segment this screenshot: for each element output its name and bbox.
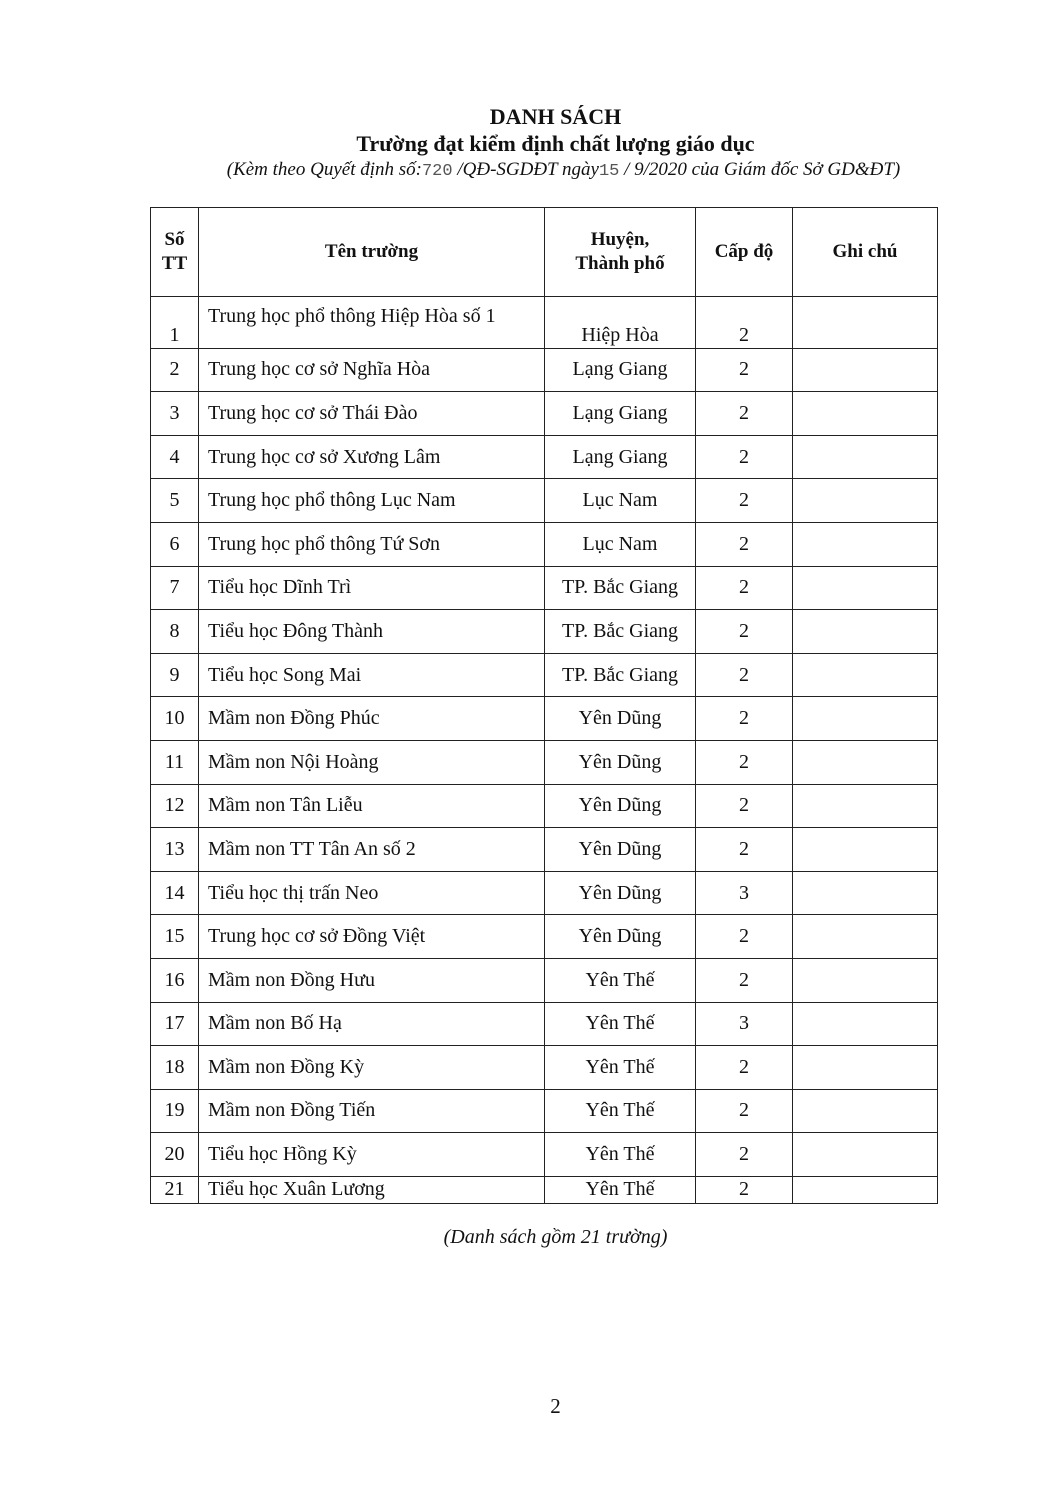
quality-level: 2	[696, 610, 793, 654]
quality-level: 2	[696, 522, 793, 566]
quality-level: 2	[696, 915, 793, 959]
document-title: DANH SÁCH	[489, 104, 622, 129]
note-cell	[793, 297, 938, 349]
table-header-row	[151, 208, 938, 297]
note-cell	[793, 653, 938, 697]
note-cell	[793, 1133, 938, 1177]
quality-level: 3	[696, 871, 793, 915]
subtitle-part2: /QĐ-SGDĐT ngày	[457, 159, 599, 180]
school-name: Mầm non TT Tân An số 2	[199, 828, 545, 872]
row-number: 14	[151, 871, 199, 915]
school-name: Tiểu học Xuân Lương	[199, 1176, 545, 1203]
district-name: Lục Nam	[545, 522, 696, 566]
subtitle-part1: (Kèm theo Quyết định số:	[226, 159, 422, 180]
quality-level: 2	[696, 348, 793, 392]
table-row	[151, 522, 938, 566]
row-number: 11	[151, 740, 199, 784]
school-name: Tiểu học Dĩnh Trì	[199, 566, 545, 610]
footer-note: (Danh sách gồm 21 trường)	[443, 1226, 668, 1248]
note-cell	[793, 392, 938, 436]
note-cell	[793, 479, 938, 523]
note-cell	[793, 435, 938, 479]
quality-level: 2	[696, 784, 793, 828]
school-name: Mầm non Đồng Phúc	[199, 697, 545, 741]
quality-level: 2	[696, 1176, 793, 1203]
table-body	[151, 297, 938, 1204]
quality-level: 2	[696, 958, 793, 1002]
table-row	[151, 653, 938, 697]
table-row	[151, 784, 938, 828]
district-name: Yên Thế	[545, 958, 696, 1002]
quality-level: 2	[696, 435, 793, 479]
note-cell	[793, 871, 938, 915]
district-name: Yên Thế	[545, 1089, 696, 1133]
district-name: Lục Nam	[545, 479, 696, 523]
header-district-line1: Huyện,	[590, 229, 650, 250]
header-district-line2: Thành phố	[575, 253, 665, 274]
school-name: Trung học phổ thông Hiệp Hòa số 1	[199, 297, 545, 349]
row-number: 19	[151, 1089, 199, 1133]
note-cell	[793, 915, 938, 959]
quality-level: 2	[696, 828, 793, 872]
note-cell	[793, 522, 938, 566]
header-district	[545, 208, 696, 297]
quality-level: 2	[696, 1046, 793, 1090]
school-name: Trung học cơ sở Xương Lâm	[199, 435, 545, 479]
table-row	[151, 1089, 938, 1133]
school-name: Trung học cơ sở Nghĩa Hòa	[199, 348, 545, 392]
document-heading: Trường đạt kiểm định chất lượng giáo dục	[356, 131, 755, 156]
school-table	[150, 207, 938, 1204]
table-row	[151, 915, 938, 959]
table-row	[151, 566, 938, 610]
quality-level: 2	[696, 566, 793, 610]
school-name: Trung học phổ thông Lục Nam	[199, 479, 545, 523]
district-name: Lạng Giang	[545, 348, 696, 392]
district-name: Yên Thế	[545, 1046, 696, 1090]
table-row	[151, 1133, 938, 1177]
school-name: Tiểu học Hồng Kỳ	[199, 1133, 545, 1177]
district-name: Hiệp Hòa	[545, 297, 696, 349]
header-level: Cấp độ	[696, 208, 793, 297]
quality-level: 3	[696, 1002, 793, 1046]
row-number: 9	[151, 653, 199, 697]
note-cell	[793, 1089, 938, 1133]
school-name: Tiểu học Song Mai	[199, 653, 545, 697]
table-row	[151, 1176, 938, 1203]
table-row	[151, 740, 938, 784]
quality-level: 2	[696, 740, 793, 784]
header-stt	[151, 208, 199, 297]
school-name: Trung học phổ thông Tứ Sơn	[199, 522, 545, 566]
table-row	[151, 297, 938, 349]
quality-level: 2	[696, 479, 793, 523]
row-number: 17	[151, 1002, 199, 1046]
district-name: Yên Dũng	[545, 828, 696, 872]
district-name: Yên Dũng	[545, 697, 696, 741]
table-row	[151, 1046, 938, 1090]
district-name: Yên Dũng	[545, 915, 696, 959]
decision-number: 720	[421, 162, 453, 181]
document-subtitle	[0, 158, 1061, 184]
note-cell	[793, 348, 938, 392]
page-number: 2	[550, 1394, 561, 1418]
table-row	[151, 958, 938, 1002]
row-number: 2	[151, 348, 199, 392]
district-name: Yên Dũng	[545, 740, 696, 784]
district-name: TP. Bắc Giang	[545, 610, 696, 654]
note-cell	[793, 1176, 938, 1203]
row-number: 7	[151, 566, 199, 610]
table-row	[151, 828, 938, 872]
table-row	[151, 479, 938, 523]
note-cell	[793, 1046, 938, 1090]
note-cell	[793, 566, 938, 610]
table-row	[151, 435, 938, 479]
note-cell	[793, 1002, 938, 1046]
note-cell	[793, 958, 938, 1002]
note-cell	[793, 828, 938, 872]
school-name: Mầm non Tân Liễu	[199, 784, 545, 828]
school-name: Tiểu học thị trấn Neo	[199, 871, 545, 915]
district-name: Lạng Giang	[545, 392, 696, 436]
quality-level: 2	[696, 392, 793, 436]
quality-level: 2	[696, 1089, 793, 1133]
district-name: TP. Bắc Giang	[545, 653, 696, 697]
row-number: 13	[151, 828, 199, 872]
district-name: Yên Dũng	[545, 871, 696, 915]
quality-level: 2	[696, 1133, 793, 1177]
school-name: Mầm non Đồng Kỳ	[199, 1046, 545, 1090]
district-name: TP. Bắc Giang	[545, 566, 696, 610]
school-name: Mầm non Bố Hạ	[199, 1002, 545, 1046]
district-name: Lạng Giang	[545, 435, 696, 479]
school-name: Tiểu học Đông Thành	[199, 610, 545, 654]
district-name: Yên Thế	[545, 1002, 696, 1046]
row-number: 5	[151, 479, 199, 523]
table-row	[151, 392, 938, 436]
row-number: 1	[151, 297, 199, 349]
row-number: 21	[151, 1176, 199, 1203]
row-number: 18	[151, 1046, 199, 1090]
table-row	[151, 697, 938, 741]
row-number: 12	[151, 784, 199, 828]
school-name: Trung học cơ sở Thái Đào	[199, 392, 545, 436]
district-name: Yên Thế	[545, 1133, 696, 1177]
row-number: 16	[151, 958, 199, 1002]
note-cell	[793, 740, 938, 784]
row-number: 10	[151, 697, 199, 741]
quality-level: 2	[696, 697, 793, 741]
header-stt-line1: Số	[164, 229, 185, 250]
row-number: 4	[151, 435, 199, 479]
table-row	[151, 1002, 938, 1046]
note-cell	[793, 784, 938, 828]
row-number: 8	[151, 610, 199, 654]
row-number: 3	[151, 392, 199, 436]
header-name: Tên trường	[199, 208, 545, 297]
row-number: 20	[151, 1133, 199, 1177]
district-name: Yên Thế	[545, 1176, 696, 1203]
row-number: 15	[151, 915, 199, 959]
header-note: Ghi chú	[793, 208, 938, 297]
row-number: 6	[151, 522, 199, 566]
subtitle-part3: / 9/2020 của Giám đốc Sở GD&ĐT)	[624, 159, 901, 180]
header-stt-line2: TT	[161, 253, 188, 274]
quality-level: 2	[696, 297, 793, 349]
table-row	[151, 348, 938, 392]
school-name: Mầm non Đồng Hưu	[199, 958, 545, 1002]
note-cell	[793, 610, 938, 654]
school-name: Mầm non Đồng Tiến	[199, 1089, 545, 1133]
note-cell	[793, 697, 938, 741]
table-row	[151, 610, 938, 654]
quality-level: 2	[696, 653, 793, 697]
district-name: Yên Dũng	[545, 784, 696, 828]
school-name: Trung học cơ sở Đồng Việt	[199, 915, 545, 959]
table-row	[151, 871, 938, 915]
decision-day: 15	[598, 162, 620, 181]
school-name: Mầm non Nội Hoàng	[199, 740, 545, 784]
